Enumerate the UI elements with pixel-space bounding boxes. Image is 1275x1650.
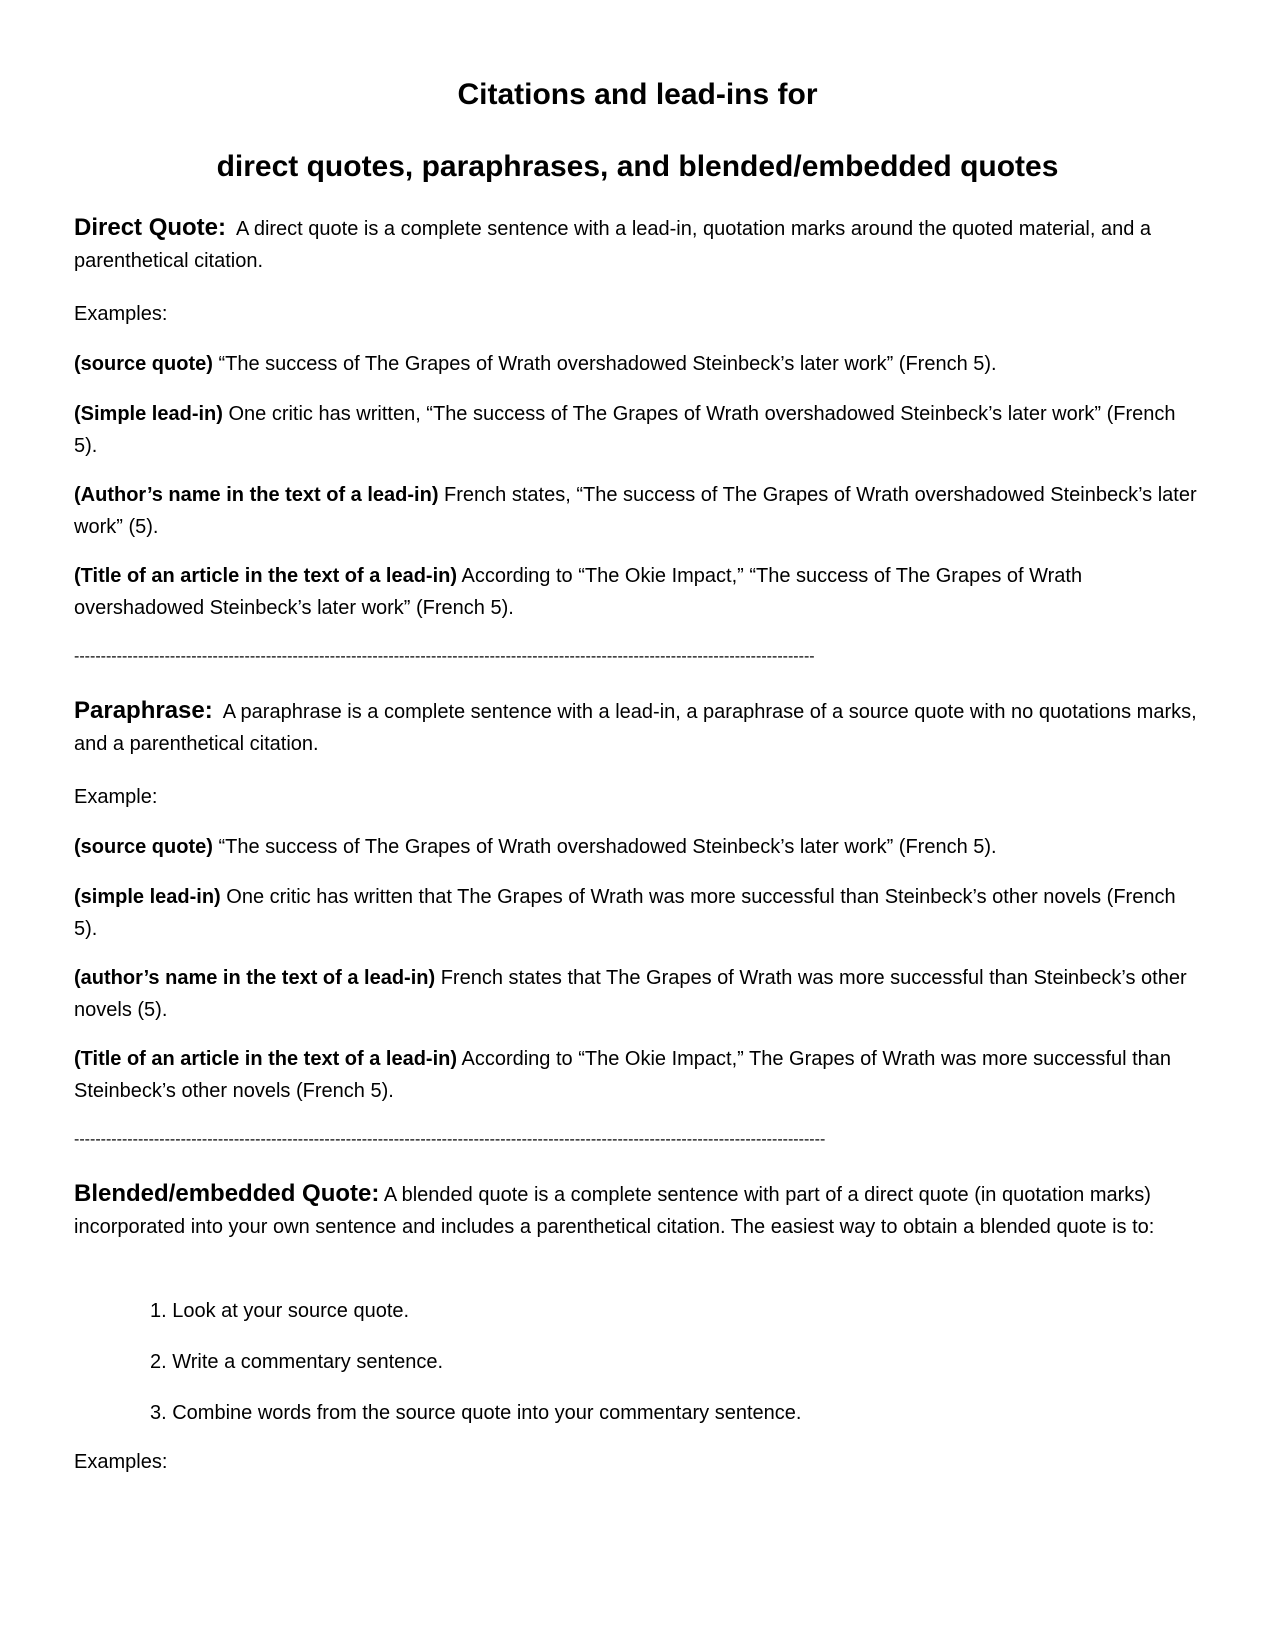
paraphrase-definition — [74, 695, 1199, 760]
direct-example-source — [74, 348, 1199, 380]
paraphrase-example-simple — [74, 881, 1199, 945]
example-label: (Author’s name in the text of a lead-in) — [74, 484, 439, 506]
direct-quote-definition-text: A direct quote is a complete sentence with a lead-in, quotation marks around the quoted material, and a parenthetical citation. — [74, 218, 1152, 272]
example-label: (source quote) — [74, 836, 213, 858]
blended-heading: Blended/embedded Quote: — [74, 1180, 380, 1207]
paraphrase-example-author — [74, 962, 1199, 1026]
direct-quote-heading: Direct Quote: — [74, 214, 227, 241]
paraphrase-examples-label: Example: — [74, 786, 158, 808]
blended-definition-text: A blended quote is a complete sentence with part of a direct quote (in quotation marks) incorporated into your own sentence and includes a parenthetical citation. The easiest way to obtain a blended quote is to: — [74, 1184, 1155, 1238]
step-item: 3. Combine words from the source quote into your commentary sentence. — [150, 1402, 802, 1424]
direct-quote-definition — [74, 212, 1199, 277]
example-text: According to “The Okie Impact,” “The success of The Grapes of Wrath overshadowed Steinbeck’s later work” (French 5). — [74, 565, 1083, 619]
example-label: (source quote) — [74, 353, 213, 375]
step-item: 1. Look at your source quote. — [150, 1300, 410, 1322]
section-divider: --------------------------------------------------------------------------------------------------------------------------------------------- — [74, 1131, 826, 1148]
paraphrase-example-title — [74, 1043, 1199, 1107]
example-text: One critic has written that The Grapes of Wrath was more successful than Steinbeck’s other novels (French 5). — [74, 886, 1176, 940]
example-text: “The success of The Grapes of Wrath overshadowed Steinbeck’s later work” (French 5). — [218, 836, 997, 858]
example-text: One critic has written, “The success of The Grapes of Wrath overshadowed Steinbeck’s later work” (French 5). — [74, 403, 1176, 457]
example-label: (Title of an article in the text of a lead-in) — [74, 1048, 458, 1070]
blended-examples-label: Examples: — [74, 1451, 168, 1473]
page-title-line-1: Citations and lead-ins for — [457, 78, 818, 111]
blended-definition — [74, 1178, 1199, 1243]
step-item: 2. Write a commentary sentence. — [150, 1351, 444, 1373]
example-label: (simple lead-in) — [74, 886, 221, 908]
example-text: “The success of The Grapes of Wrath overshadowed Steinbeck’s later work” (French 5). — [218, 353, 997, 375]
paraphrase-heading: Paraphrase: — [74, 697, 213, 724]
direct-example-author — [74, 479, 1199, 543]
direct-example-title — [74, 560, 1199, 624]
direct-example-simple — [74, 398, 1199, 462]
example-label: (author’s name in the text of a lead-in) — [74, 967, 436, 989]
example-text: According to “The Okie Impact,” The Grapes of Wrath was more successful than Steinbeck’s other novels (French 5). — [74, 1048, 1172, 1102]
direct-examples-label: Examples: — [74, 303, 168, 325]
paraphrase-definition-text: A paraphrase is a complete sentence with a lead-in, a paraphrase of a source quote with no quotations marks, and a parenthetical citation. — [74, 701, 1197, 755]
page-title-line-2: direct quotes, paraphrases, and blended/embedded quotes — [216, 150, 1059, 183]
paraphrase-example-source — [74, 831, 1199, 863]
example-text: French states, “The success of The Grapes of Wrath overshadowed Steinbeck’s later work” (5). — [74, 484, 1197, 538]
example-label: (Simple lead-in) — [74, 403, 223, 425]
example-text: French states that The Grapes of Wrath was more successful than Steinbeck’s other novels (5). — [74, 967, 1187, 1021]
example-label: (Title of an article in the text of a lead-in) — [74, 565, 458, 587]
section-divider: ------------------------------------------------------------------------------------------------------------------------------------------- — [74, 648, 815, 665]
